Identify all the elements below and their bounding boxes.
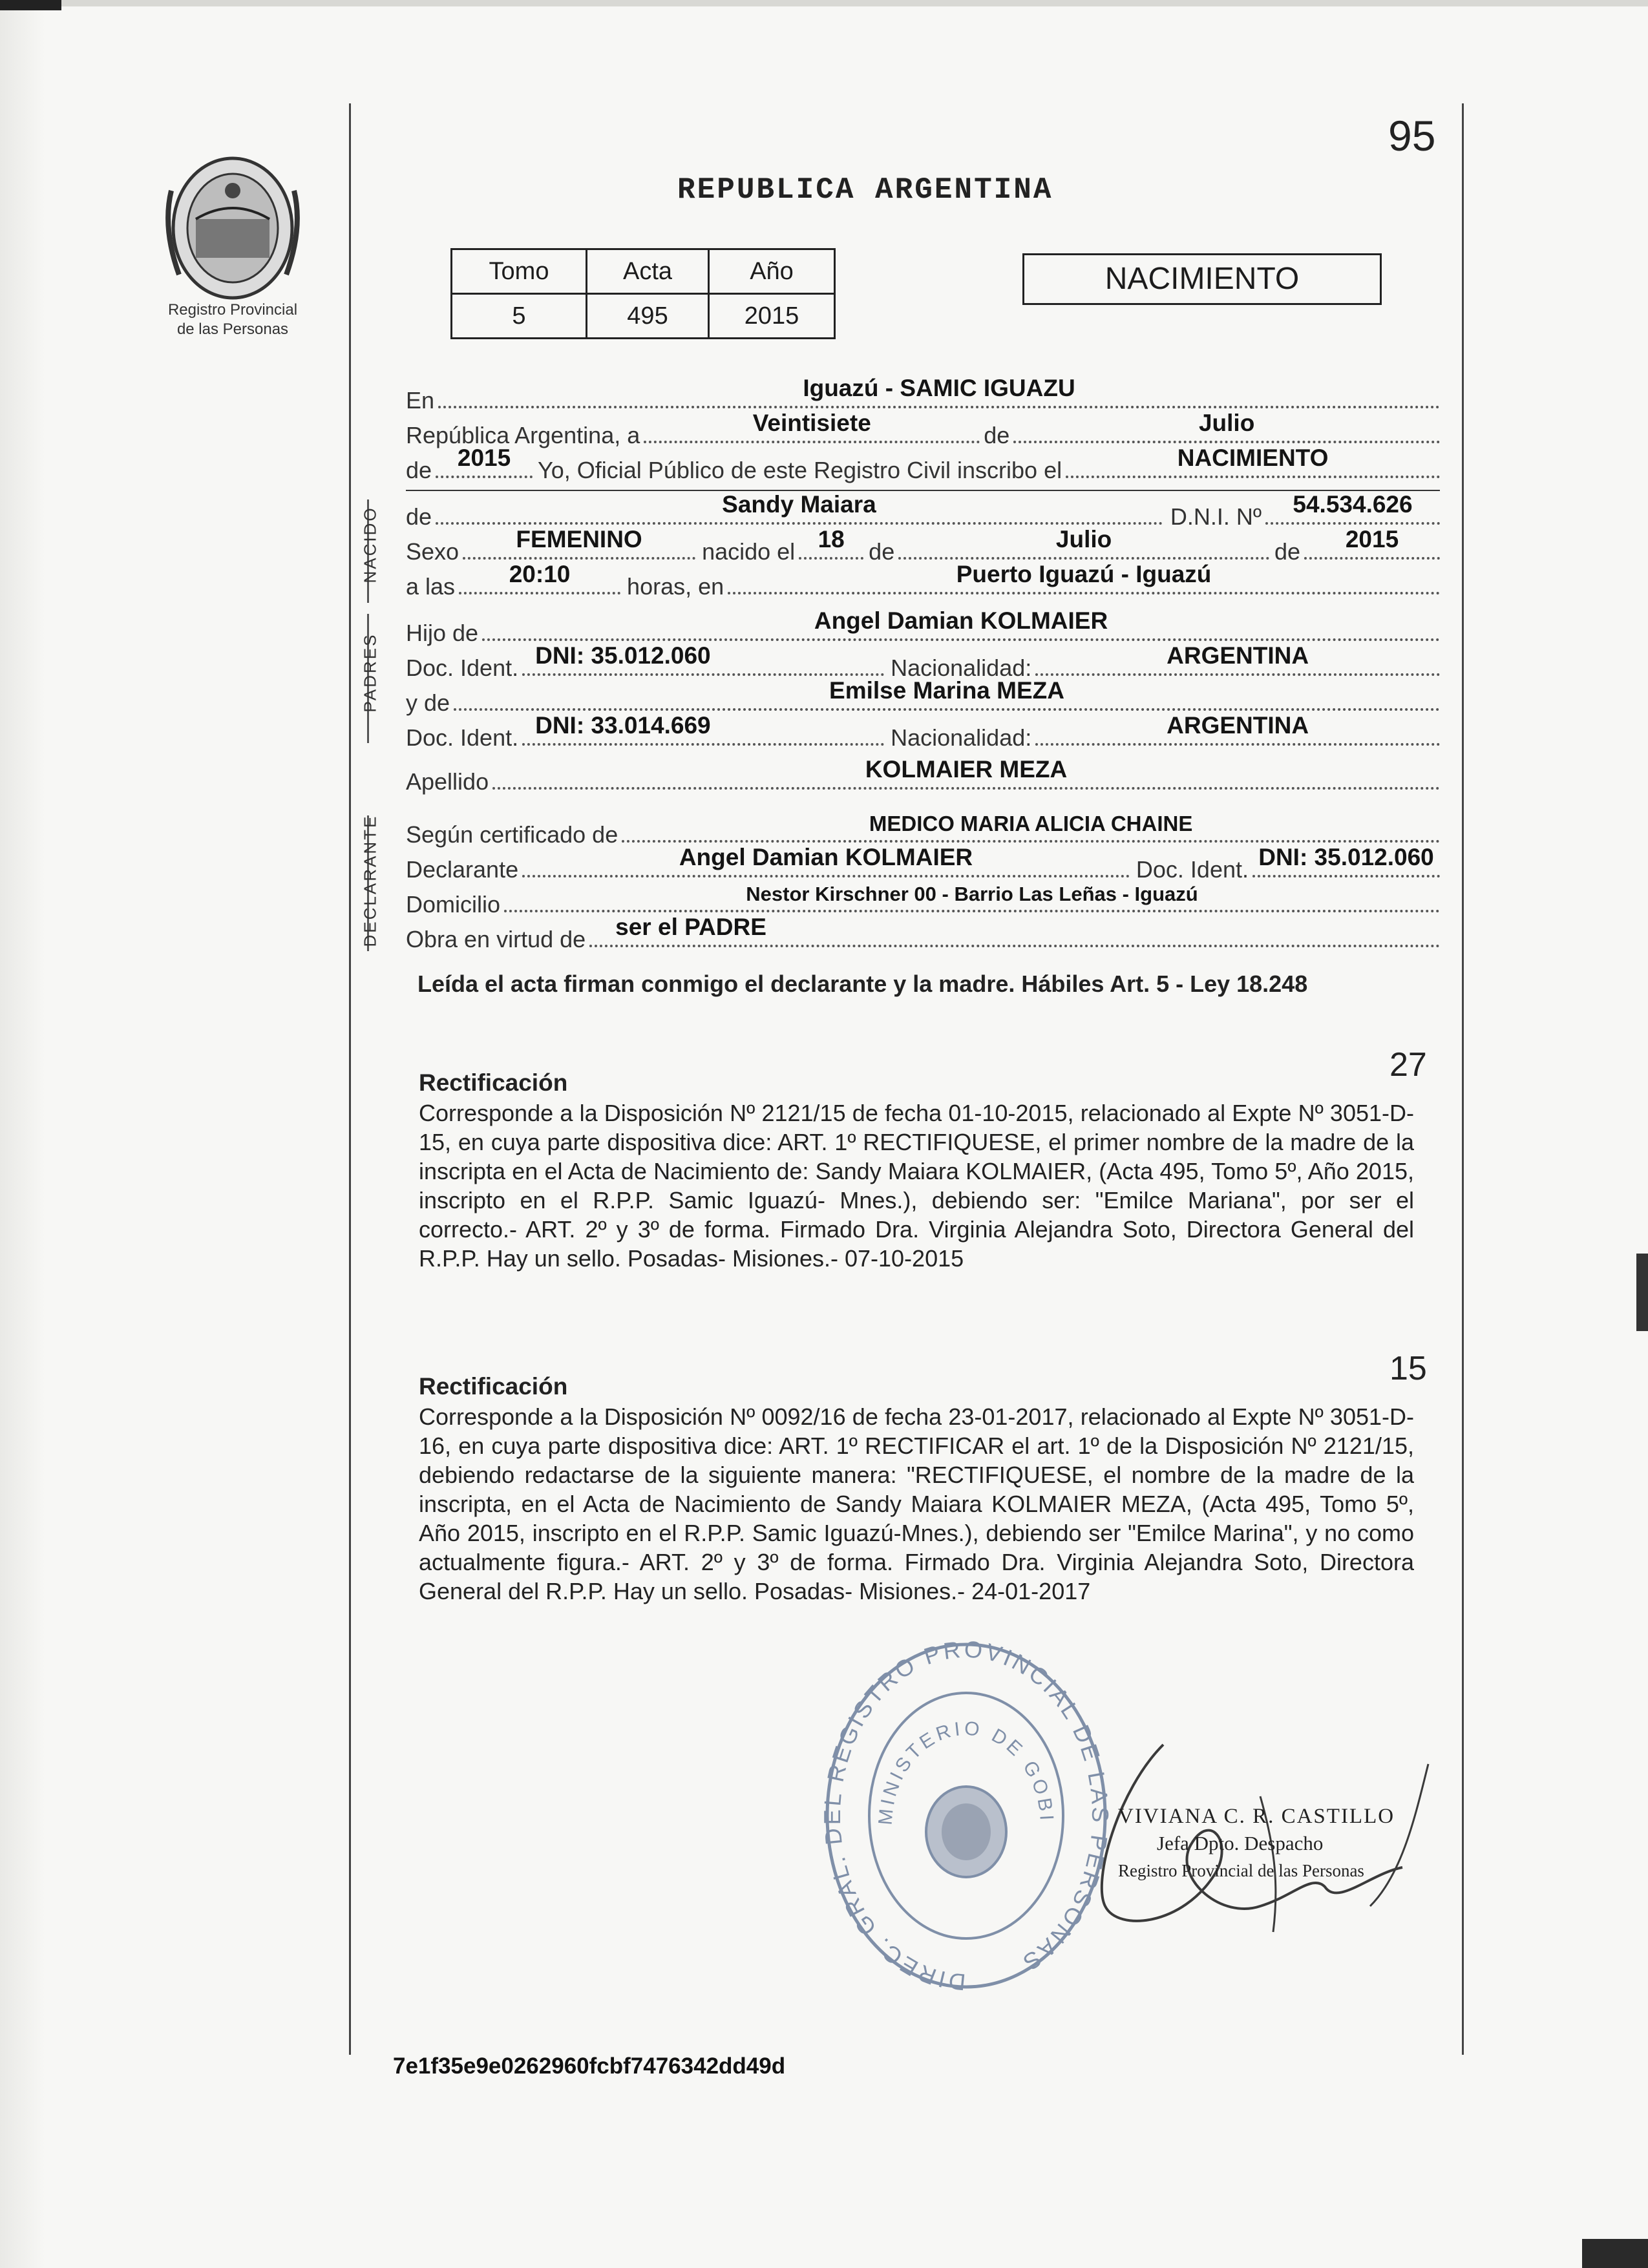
- label-doc-ident: Doc. Ident.: [406, 655, 519, 681]
- reference-table: [450, 248, 836, 339]
- section-label-declarante: DECLARANTE: [360, 814, 380, 947]
- seal-inner-text: MINISTERIO DE GOBI: [874, 1717, 1058, 1826]
- document-hash: 7e1f35e9e0262960fcbf7476342dd49d: [393, 2053, 786, 2079]
- label-obra: Obra en virtud de: [406, 926, 586, 952]
- padres-block: [406, 607, 1440, 753]
- right-frame-line: [1462, 103, 1464, 2055]
- page-number: 95: [1388, 112, 1436, 160]
- apellido-block: [406, 756, 1440, 797]
- scan-corner-mark: [1582, 2239, 1648, 2268]
- scan-top-edge: [0, 0, 1648, 6]
- label-de: de: [869, 538, 895, 565]
- label-certificado: Según certificado de: [406, 821, 618, 848]
- label-sexo: Sexo: [406, 538, 460, 565]
- label-nacionalidad: Nacionalidad:: [891, 655, 1032, 681]
- label-dni: D.N.I. Nº: [1170, 503, 1262, 530]
- ref-value-anio: 2015: [709, 294, 835, 339]
- section-label-padres: PADRES: [360, 633, 380, 713]
- value-lugar-nacimiento: Puerto Iguazú - Iguazú: [956, 561, 1212, 587]
- label-horas-en: horas, en: [627, 573, 724, 600]
- ref-header-tomo: Tomo: [452, 249, 587, 294]
- label-de: de: [984, 422, 1010, 448]
- record-type-box: NACIMIENTO: [1022, 253, 1382, 305]
- rectificacion-number: 27: [1389, 1046, 1427, 1084]
- label-nacionalidad: Nacionalidad:: [891, 724, 1032, 751]
- label-nacido-el: nacido el: [702, 538, 796, 565]
- left-frame-line: [349, 103, 351, 2055]
- label-domicilio: Domicilio: [406, 891, 501, 918]
- value-anio-nacimiento: 2015: [1345, 526, 1399, 552]
- value-madre-nacionalidad: ARGENTINA: [1167, 712, 1309, 739]
- value-obra: ser el PADRE: [615, 914, 766, 940]
- document-title: REPUBLICA ARGENTINA: [677, 173, 1053, 207]
- value-apellido: KOLMAIER MEZA: [865, 756, 1068, 782]
- rectificacion-title: Rectificación: [419, 1069, 568, 1096]
- ref-header-acta: Acta: [587, 249, 709, 294]
- label-de2: de: [406, 457, 432, 483]
- rectificacion-body: Corresponde a la Disposición Nº 2121/15 de fecha 01-10-2015, relacionado al Expte Nº 3051-D-15, en cuya parte dispositiva dice: ART. 1º RECTIFIQUESE, el primer nombre de la madre de la inscripta en el Acta de Nacimiento de: Sandy Maiara KOLMAIER, (Acta 495, Tomo 5º, Año 2015, inscripto en el R.P.P. Samic Iguazú- Mnes.), debiendo ser: "Emilce Mariana", por ser el correcto.- ART. 2º y 3º de forma. Firmado Dra. Virginia Alejandra Soto, Directora General del R.P.P. Hay un sello. Posadas- Misiones.- 07-10-2015: [419, 1100, 1414, 1272]
- value-declarante-doc: DNI: 35.012.060: [1258, 844, 1434, 870]
- scan-margin: [0, 0, 45, 2268]
- value-domicilio: Nestor Kirschner 00 - Barrio Las Leñas - Iguazú: [746, 883, 1198, 905]
- label-a-las: a las: [406, 573, 456, 600]
- value-padre-nacionalidad: ARGENTINA: [1167, 642, 1309, 669]
- label-en: En: [406, 387, 435, 414]
- value-madre-doc: DNI: 33.014.669: [535, 712, 711, 739]
- registry-caption-line1: Registro Provincial: [167, 301, 298, 319]
- registry-caption: [163, 300, 302, 339]
- signatory-role: Jefa Dpto. Despacho: [1157, 1832, 1324, 1854]
- label-de: de: [406, 503, 432, 530]
- label-oficial: Yo, Oficial Público de este Registro Civil inscribo el: [538, 457, 1062, 483]
- label-doc-ident: Doc. Ident.: [1136, 856, 1249, 883]
- section-label-nacido: NACIDO: [360, 506, 380, 583]
- declarante-block: [406, 812, 1440, 955]
- value-nombre-nacido: Sandy Maiara: [722, 491, 876, 518]
- value-certificado: MEDICO MARIA ALICIA CHAINE: [869, 812, 1193, 835]
- ref-header-anio: Año: [709, 249, 835, 294]
- value-mes: Julio: [1198, 410, 1255, 436]
- value-padre: Angel Damian KOLMAIER: [814, 607, 1108, 634]
- intro-block: [406, 375, 1440, 486]
- label-republica: República Argentina, a: [406, 422, 640, 448]
- value-hora: 20:10: [509, 561, 571, 587]
- label-y-de: y de: [406, 689, 450, 716]
- value-dia: Veintisiete: [752, 410, 871, 436]
- value-sexo: FEMENINO: [516, 526, 642, 552]
- value-lugar-inscripcion: Iguazú - SAMIC IGUAZU: [803, 375, 1075, 401]
- value-mes-nacimiento: Julio: [1055, 526, 1112, 552]
- rectificacion-number: 15: [1389, 1350, 1427, 1387]
- value-padre-doc: DNI: 35.012.060: [535, 642, 711, 669]
- value-dia-nacimiento: 18: [818, 526, 845, 552]
- value-madre: Emilse Marina MEZA: [829, 677, 1064, 704]
- rectificacion-title: Rectificación: [419, 1373, 568, 1400]
- value-declarante: Angel Damian KOLMAIER: [679, 844, 973, 870]
- value-anio: 2015: [457, 445, 511, 471]
- signatory-office: Registro Provincial de las Personas: [1118, 1861, 1364, 1880]
- value-dni-nacido: 54.534.626: [1293, 491, 1413, 518]
- ref-value-acta: 495: [587, 294, 709, 339]
- seal-ring-text: DIREC. GRAL. DEL REGISTRO PROVINCIAL DE LAS PERSONAS: [821, 1638, 1112, 1993]
- signature-block: [1118, 1803, 1454, 1884]
- label-apellido: Apellido: [406, 768, 489, 795]
- label-de: de: [1274, 538, 1300, 565]
- value-tipo-inscripcion: NACIMIENTO: [1177, 445, 1329, 471]
- emblem-ribbon: [150, 205, 315, 231]
- scan-corner-mark: [0, 0, 61, 10]
- label-declarante: Declarante: [406, 856, 519, 883]
- rectificacion-body: Corresponde a la Disposición Nº 0092/16 de fecha 23-01-2017, relacionado al Expte Nº 3051-D-16, en cuya parte dispositiva dice: ART. 1º RECTIFICAR el art. 1º de la Disposición Nº 2121/15, debiendo redactarse de la siguiente manera: "RECTIFIQUESE, el nombre de la madre de la inscripta, en el Acta de Nacimiento de Sandy Maiara KOLMAIER MEZA, (Acta 495, Tomo 5º, Año 2015, inscripto en el R.P.P. Samic Iguazú-Mnes.), debiendo ser "Emilce Marina", y no como actualmente figura.- ART. 2º y 3º de forma. Firmado Dra. Virginia Alejandra Soto, Directora General del R.P.P. Hay un sello. Posadas- Misiones.- 24-01-2017: [419, 1403, 1414, 1604]
- intro-row-anio: [406, 445, 1440, 486]
- label-hijo-de: Hijo de: [406, 620, 479, 646]
- ref-value-tomo: 5: [452, 294, 587, 339]
- closing-statement: Leída el acta firman conmigo el declarante y la madre. Hábiles Art. 5 - Ley 18.248: [417, 971, 1308, 997]
- signatory-name: VIVIANA C. R. CASTILLO: [1118, 1805, 1395, 1828]
- registry-caption-line2: de las Personas: [176, 320, 289, 338]
- scan-edge-mark: [1636, 1254, 1648, 1331]
- label-doc-ident: Doc. Ident.: [406, 724, 519, 751]
- nacido-block: [406, 491, 1440, 602]
